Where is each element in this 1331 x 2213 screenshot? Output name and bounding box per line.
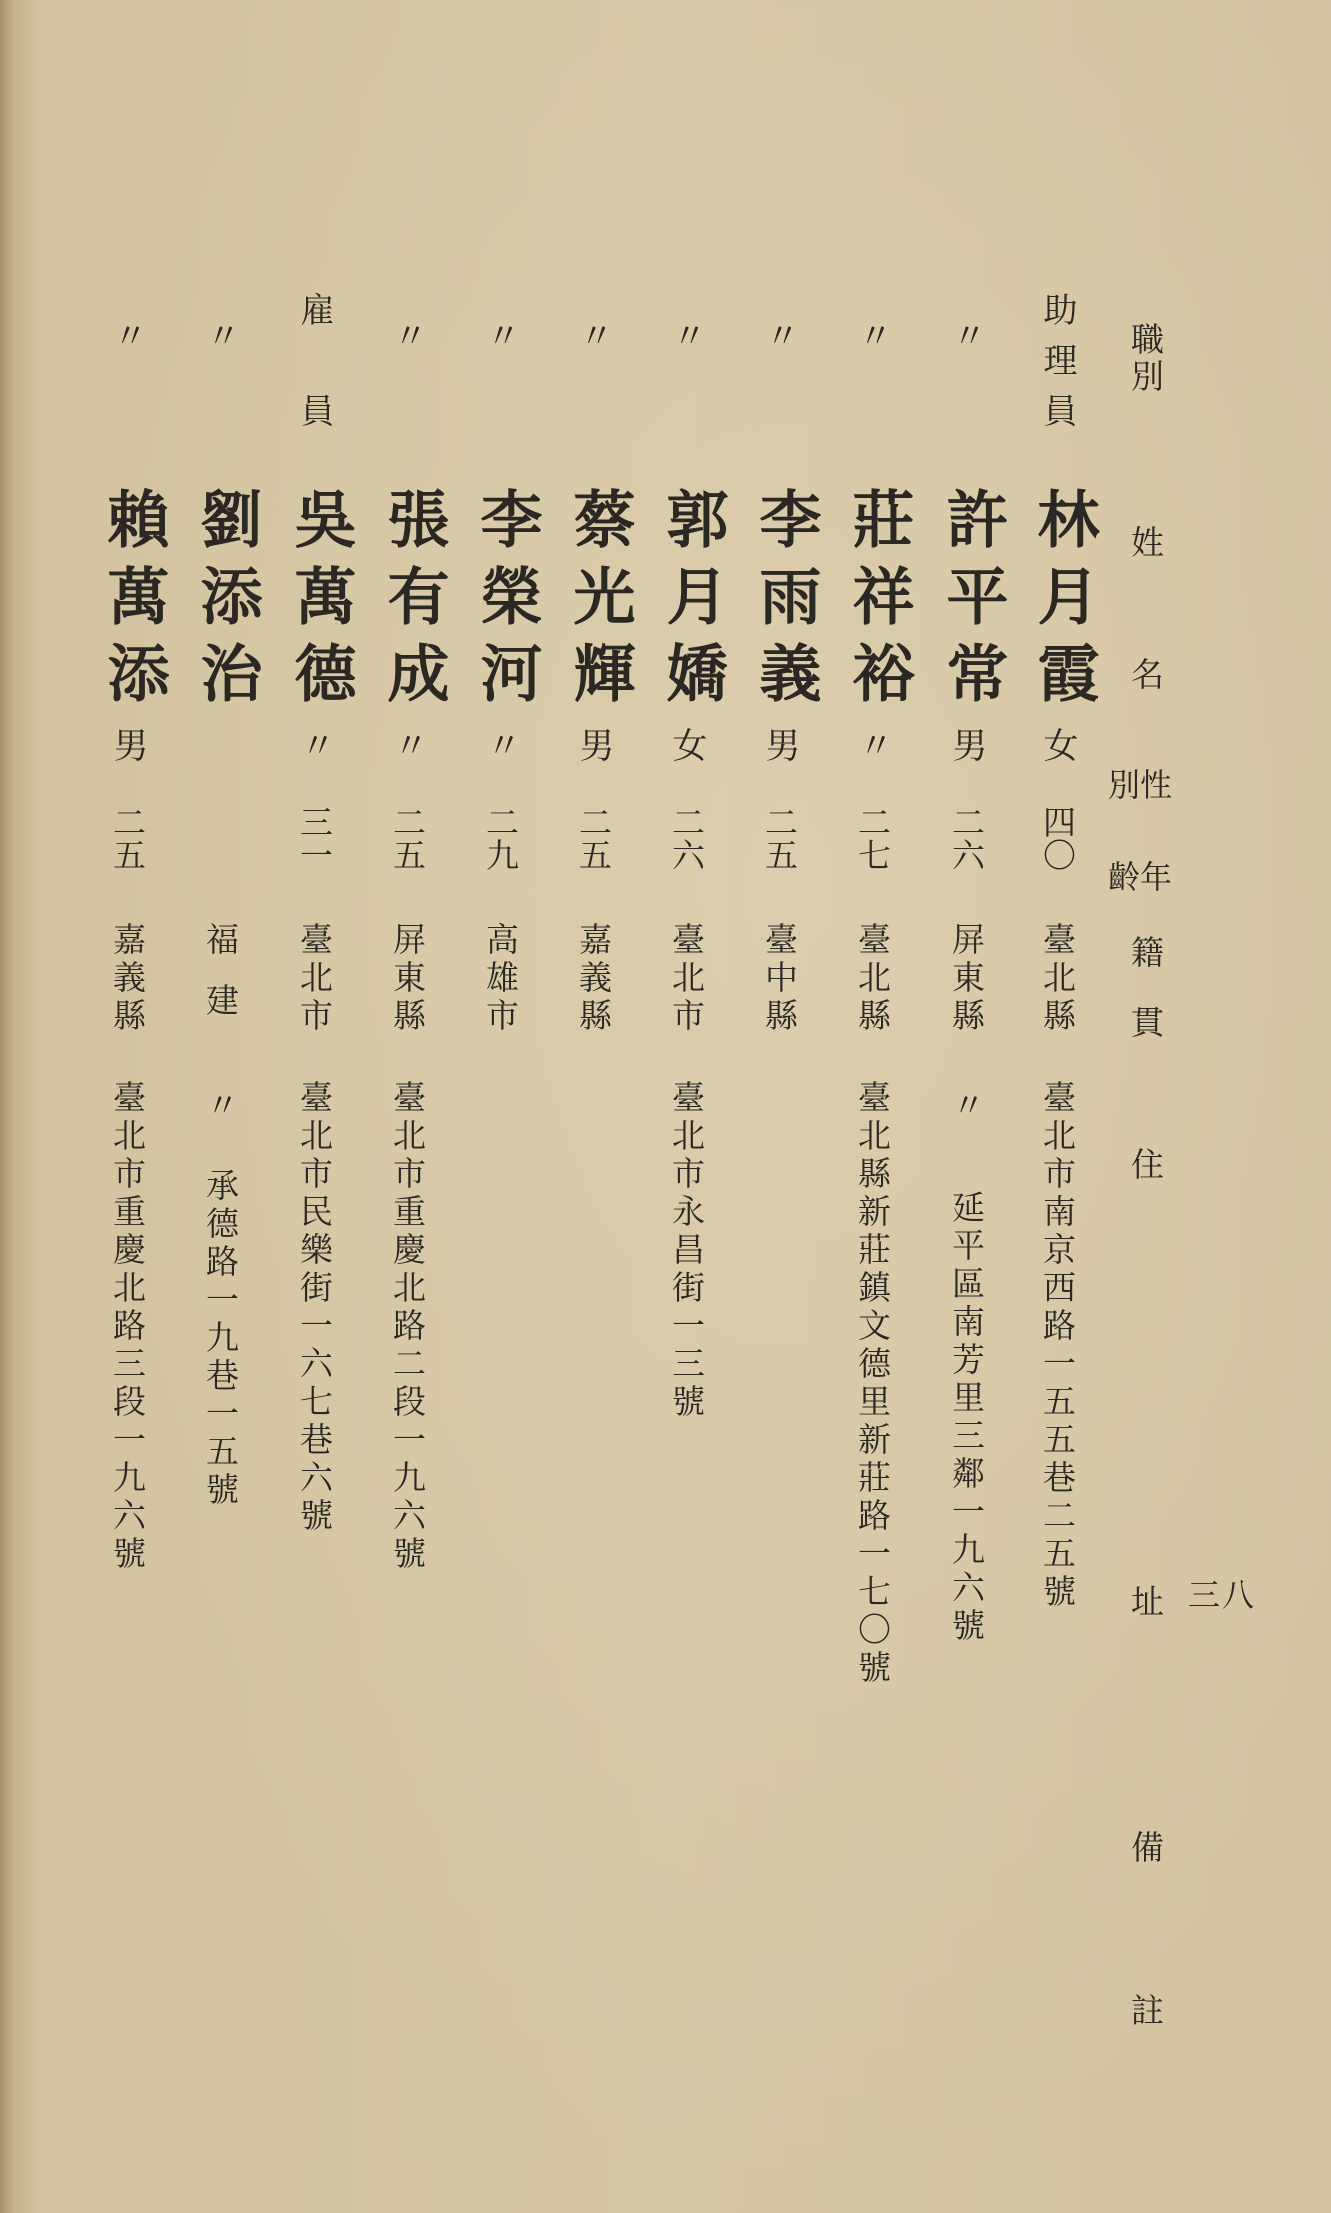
header-address-2: 址: [1126, 1584, 1165, 1617]
native-place: 福建: [201, 922, 240, 1044]
header-name-2: 名: [1126, 657, 1165, 690]
job-title: 助理員: [1037, 292, 1077, 427]
job-title: 〃: [852, 318, 892, 352]
header-native-1: 籍: [1126, 935, 1165, 968]
age: 二七: [853, 805, 892, 871]
address: 臺北市重慶北路二段一九六號: [388, 1080, 427, 1574]
job-title: 〃: [666, 318, 706, 352]
address-rest: 延平區南芳里三鄰一九六號: [947, 1190, 986, 1646]
job-title: 〃: [480, 318, 520, 352]
age: 二五: [574, 805, 613, 871]
header-native-2: 貫: [1126, 1005, 1165, 1038]
job-title: 〃: [573, 318, 613, 352]
sex: 男: [108, 727, 148, 762]
header-remarks-2: 註: [1126, 1993, 1165, 2026]
age: 四〇: [1038, 805, 1077, 871]
register-row: [733, 0, 822, 2213]
sex: 〃: [388, 727, 428, 762]
person-name: 李榮河: [470, 487, 543, 718]
address: 臺北市重慶北路三段一九六號: [108, 1080, 147, 1574]
address: 臺北市民樂街一六七巷六號: [295, 1080, 334, 1536]
native-place: 屏東縣: [947, 922, 986, 1036]
address-ditto: 〃: [947, 1088, 986, 1121]
age: 二五: [388, 805, 427, 871]
header-remarks-1: 備: [1126, 1830, 1165, 1863]
header-age-2: 齡: [1108, 858, 1141, 896]
age: 二五: [760, 805, 799, 871]
register-row: [640, 0, 729, 2213]
sex: 〃: [853, 727, 893, 762]
header-sex-2: 別: [1108, 766, 1141, 804]
native-place: 屏東縣: [388, 922, 427, 1036]
job-title: 〃: [200, 318, 240, 352]
job-title: 〃: [107, 318, 147, 352]
person-name: 劉添治: [190, 487, 263, 718]
register-row: [81, 0, 170, 2213]
register-row: [920, 0, 1009, 2213]
native-place: 臺北市: [667, 922, 706, 1036]
address: 臺北市永昌街一三號: [667, 1080, 706, 1422]
person-name: 蔡光輝: [563, 487, 636, 718]
age: 二九: [481, 805, 520, 871]
header-age: [1108, 852, 1172, 898]
sex: 男: [574, 727, 614, 762]
sex: 〃: [481, 727, 521, 762]
age: 二六: [947, 805, 986, 871]
header-name-1: 姓: [1126, 525, 1165, 558]
sex: 女: [1038, 727, 1078, 762]
sex: 〃: [295, 727, 335, 762]
person-name: 吳萬德: [284, 487, 357, 718]
job-title: 〃: [759, 318, 799, 352]
native-place: 高雄市: [481, 922, 520, 1036]
register-row: [268, 0, 357, 2213]
age: 二六: [667, 805, 706, 871]
native-place: 臺北縣: [1038, 922, 1077, 1036]
register-row: [174, 0, 263, 2213]
person-name: 李雨義: [749, 487, 822, 718]
native-place: 臺中縣: [760, 922, 799, 1036]
page-number: 三八: [1188, 1576, 1257, 1614]
age: 二五: [108, 805, 147, 871]
address: 臺北縣新莊鎮文德里新莊路一七〇號: [853, 1080, 892, 1688]
register-row: [454, 0, 543, 2213]
person-name: 許平常: [936, 487, 1009, 718]
address-rest: 承德路一九巷一五號: [201, 1168, 240, 1510]
person-name: 林月霞: [1027, 487, 1100, 718]
sex: 男: [947, 727, 987, 762]
job-title: 〃: [946, 318, 986, 352]
person-name: 莊祥裕: [842, 487, 915, 718]
header-sex: [1108, 760, 1172, 806]
person-name: 張有成: [377, 487, 450, 718]
native-place: 臺北市: [295, 922, 334, 1036]
sex: 男: [760, 727, 800, 762]
person-name: 郭月嬌: [656, 487, 729, 718]
register-row: [1011, 0, 1100, 2213]
header-sex-1: 性: [1140, 766, 1173, 804]
address-ditto: 〃: [201, 1088, 240, 1121]
job-title: 〃: [387, 318, 427, 352]
register-row: [547, 0, 636, 2213]
person-name: 賴萬添: [97, 487, 170, 718]
native-place: 臺北縣: [853, 922, 892, 1036]
native-place: 嘉義縣: [574, 922, 613, 1036]
native-place: 嘉義縣: [108, 922, 147, 1036]
header-address-1: 住: [1126, 1147, 1165, 1180]
header-age-1: 年: [1140, 858, 1173, 896]
sex: 女: [667, 727, 707, 762]
address: 臺北市南京西路一五五巷二五號: [1038, 1080, 1077, 1612]
age: 三一: [295, 805, 334, 871]
job-title: 雇員: [294, 292, 334, 427]
register-row: [361, 0, 450, 2213]
register-row: [826, 0, 915, 2213]
header-job: 職別: [1126, 322, 1165, 396]
